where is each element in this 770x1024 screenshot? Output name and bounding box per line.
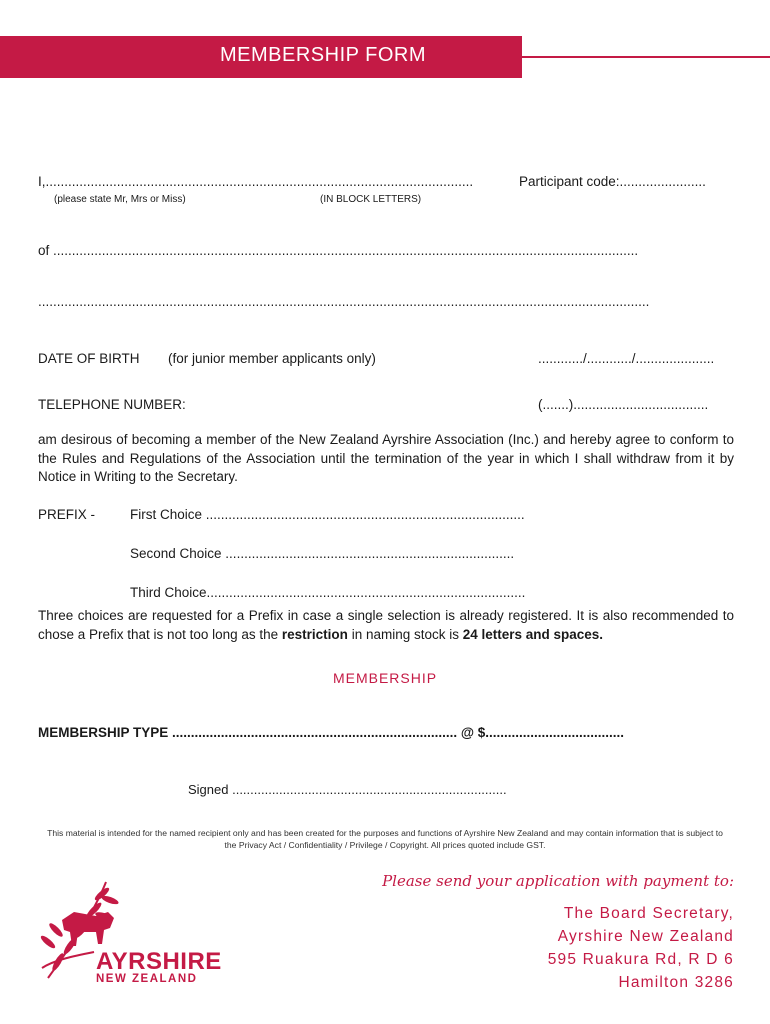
name-hint-letters: (IN BLOCK LETTERS) xyxy=(320,194,422,205)
address-line-4: Hamilton 3286 xyxy=(618,974,734,991)
prefix-note-text-1: Three choices are requested for a Prefix in case a single selection is already registered. It is also recommended to chose a Prefix that is not too long as the xyxy=(38,608,734,642)
name-hint-title: (please state Mr, Mrs or Miss) xyxy=(54,194,186,205)
address-line-3: 595 Ruakura Rd, R D 6 xyxy=(547,951,734,968)
prefix-second-choice-field[interactable]: Second Choice ............................................................................. xyxy=(130,546,515,561)
prefix-note-bold-2: 24 letters and spaces. xyxy=(462,626,604,642)
prefix-note-bold-1: restriction xyxy=(281,626,348,642)
address-field-2[interactable]: ................................................................................................................................................................... xyxy=(38,294,650,309)
declaration-text: am desirous of becoming a member of the New Zealand Ayrshire Association (Inc.) and hereby agree to conform to the Rules and Regulations of the Association until the termination of the year in which I shall withdraw from it by Notice in Writing to the Secretary. xyxy=(38,432,734,484)
name-field[interactable]: I,.................................................................................................................. xyxy=(38,174,474,189)
logo-wordmark: AYRSHIRE xyxy=(96,948,222,975)
form-title: MEMBERSHIP FORM xyxy=(220,44,427,66)
header-rule xyxy=(522,56,770,58)
prefix-note-text-2: in naming stock is xyxy=(347,626,463,642)
membership-section-title: MEMBERSHIP xyxy=(332,670,438,686)
membership-type-field[interactable]: MEMBERSHIP TYPE ............................................................................ @ $..................................... xyxy=(38,725,625,740)
send-instructions: Please send your application with payment to: xyxy=(382,872,734,890)
phone-field[interactable]: (.......).................................... xyxy=(538,397,709,412)
dob-field[interactable]: ............/............/..................... xyxy=(538,351,715,366)
participant-code-field[interactable]: Participant code:....................... xyxy=(519,174,706,189)
address-line-1: The Board Secretary, xyxy=(563,905,734,922)
prefix-label: PREFIX - xyxy=(38,507,96,522)
prefix-third-choice-field[interactable]: Third Choice..................................................................................... xyxy=(130,585,526,600)
phone-label: TELEPHONE NUMBER: xyxy=(38,397,186,412)
prefix-first-choice-field[interactable]: First Choice ..................................................................................... xyxy=(130,507,525,522)
prefix-note xyxy=(38,607,734,644)
address-field-1[interactable]: of ............................................................................................................................................................ xyxy=(38,243,639,258)
dob-label: DATE OF BIRTH xyxy=(38,351,140,366)
address-line-2: Ayrshire New Zealand xyxy=(557,928,734,945)
dob-note: (for junior member applicants only) xyxy=(168,351,376,366)
logo-subtitle: NEW ZEALAND xyxy=(96,973,198,985)
signature-field[interactable]: Signed ............................................................................ xyxy=(188,782,507,797)
disclaimer-text: This material is intended for the named recipient only and has been created for the purposes and functions of Ayrshire New Zealand and may contain information that is subject to the Privacy Act / Confidentiality / Privilege / Copyright. All prices quoted include GST. xyxy=(47,828,723,850)
